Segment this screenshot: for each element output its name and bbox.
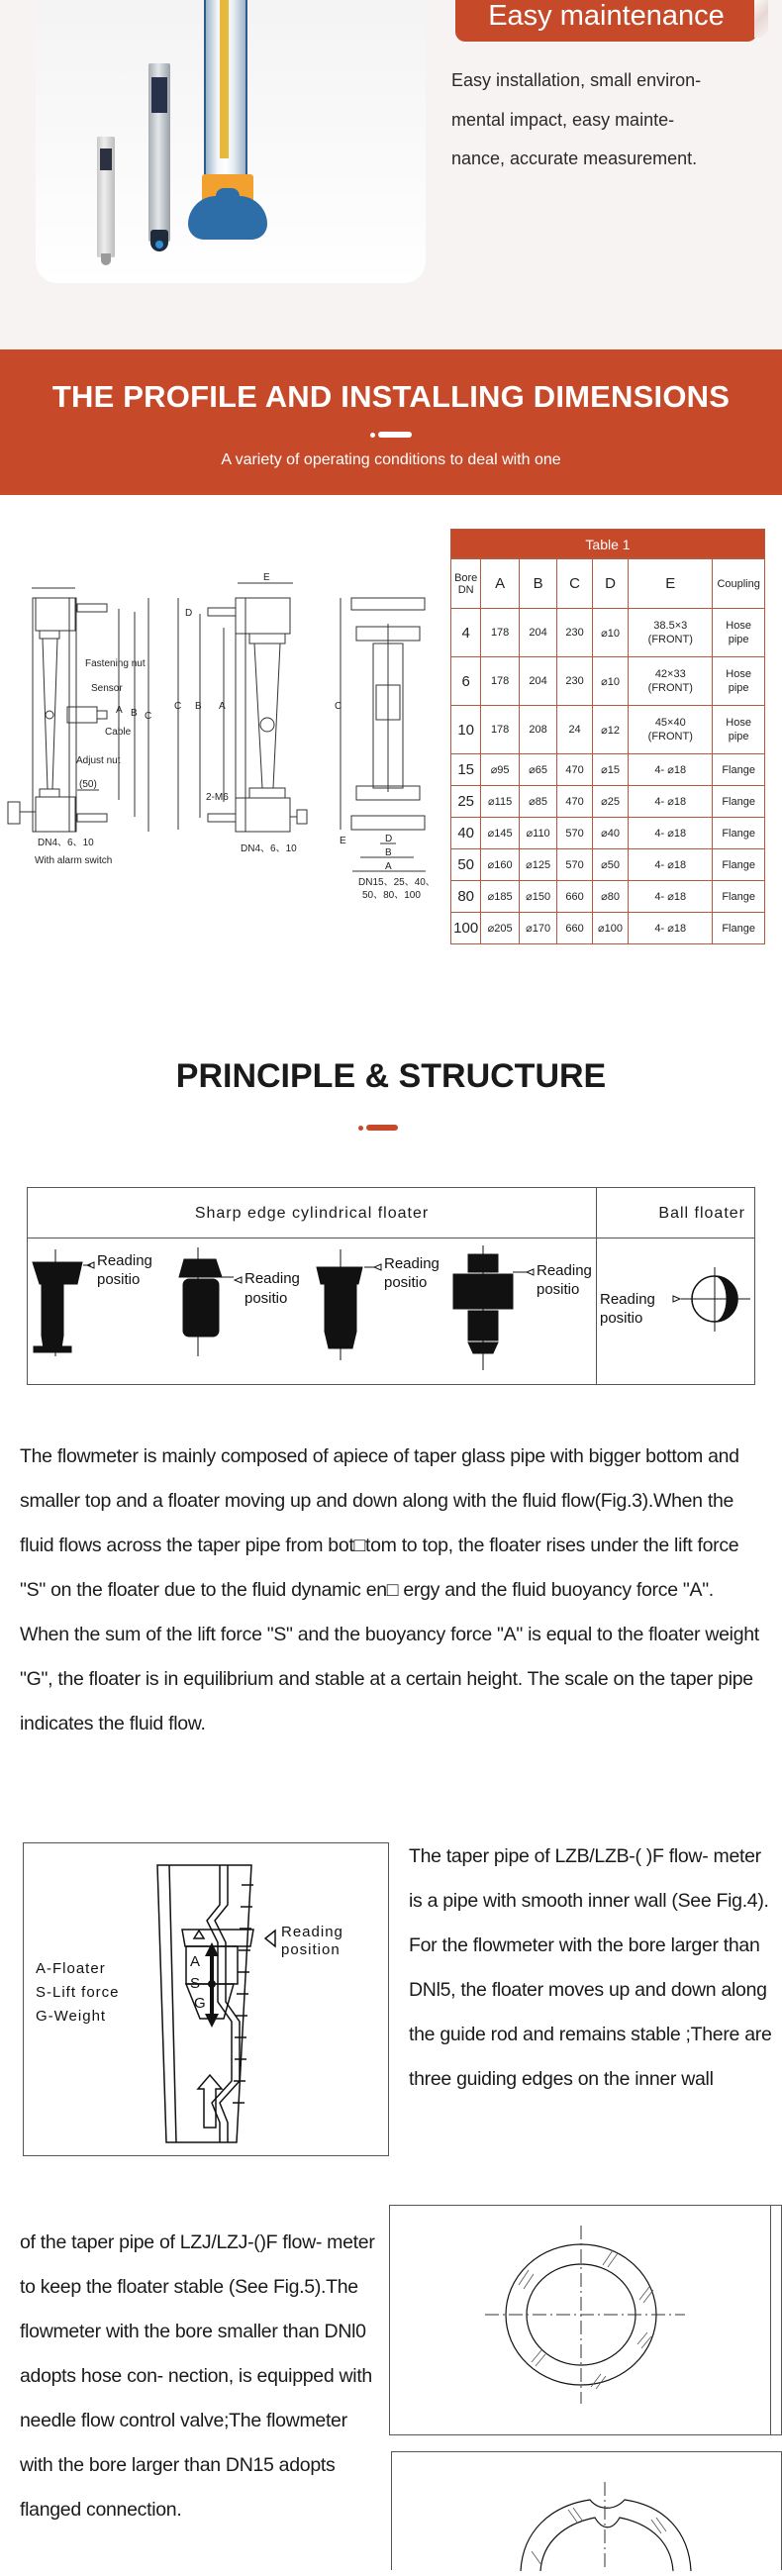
cell-bore-dn: 25 bbox=[451, 786, 481, 818]
svg-text:DN4、6、10: DN4、6、10 bbox=[38, 838, 94, 848]
header-c: C bbox=[557, 559, 592, 609]
mark-a: A bbox=[190, 1953, 202, 1970]
feature-description-line: mental impact, easy mainte- bbox=[451, 109, 675, 130]
large-flowmeter-image bbox=[204, 0, 247, 178]
cell-c: 230 bbox=[557, 609, 592, 657]
reading-label: Reading bbox=[600, 1291, 655, 1308]
cell-e: 4- ⌀18 bbox=[629, 754, 713, 786]
header-d: D bbox=[592, 559, 628, 609]
banner-subtitle: A variety of operating conditions to deal with one bbox=[221, 451, 561, 468]
reading-label: Reading bbox=[537, 1262, 592, 1279]
svg-text:With alarm switch: With alarm switch bbox=[35, 855, 113, 866]
cell-a: ⌀115 bbox=[481, 786, 519, 818]
cell-b: ⌀170 bbox=[519, 913, 556, 944]
svg-text:C: C bbox=[174, 701, 182, 712]
header-a: A bbox=[481, 559, 519, 609]
svg-text:C: C bbox=[145, 711, 152, 722]
cell-d: ⌀50 bbox=[592, 849, 628, 881]
reading-arrow-icon bbox=[374, 1264, 381, 1270]
table-row bbox=[451, 609, 765, 657]
reading-label: Reading bbox=[97, 1252, 152, 1269]
floater-1-icon bbox=[33, 1249, 91, 1356]
legend-lift-force: S-Lift force bbox=[36, 1984, 120, 2001]
figure-4-description: The taper pipe of LZB/LZB-( )F flow- meter is a pipe with smooth inner wall (See Fig.4). For the flowmeter with the bore larger than DNl5, the floater moves up and down along the guide rod and remains stable ;There are three guiding edges on the inner wall bbox=[409, 1845, 772, 2090]
cell-e: 4- ⌀18 bbox=[629, 913, 713, 944]
feature-description bbox=[451, 61, 768, 179]
reading-label: positio bbox=[244, 1290, 288, 1307]
cell-coupling: Hose pipe bbox=[713, 609, 765, 657]
svg-text:Sensor: Sensor bbox=[91, 683, 123, 694]
principle-paragraph-2: When the sum of the lift force "S" and the buoyancy force "A" is equal to the floater weight "G", the floater is in equilibrium and stable at a certain height. The scale on the taper pipe indicates the fluid flow. bbox=[20, 1624, 759, 1734]
header-b: B bbox=[519, 559, 556, 609]
floater-4-icon bbox=[453, 1245, 527, 1370]
cell-coupling: Hose pipe bbox=[713, 706, 765, 754]
reading-arrow-icon bbox=[527, 1269, 534, 1275]
svg-text:A: A bbox=[116, 705, 123, 716]
mark-g: G bbox=[194, 1995, 207, 2012]
dimension-drawings bbox=[0, 564, 445, 921]
reading-label: Reading bbox=[384, 1255, 440, 1272]
table-caption: Table 1 bbox=[450, 529, 765, 558]
table-row bbox=[451, 754, 765, 786]
cell-b: ⌀125 bbox=[519, 849, 556, 881]
cell-d: ⌀10 bbox=[592, 609, 628, 657]
feature-badge: Easy maintenance bbox=[455, 0, 757, 42]
table-row bbox=[451, 706, 765, 754]
cell-b: ⌀65 bbox=[519, 754, 556, 786]
cell-a: ⌀185 bbox=[481, 881, 519, 913]
cell-c: 470 bbox=[557, 786, 592, 818]
product-photo bbox=[36, 0, 426, 283]
cell-d: ⌀80 bbox=[592, 881, 628, 913]
dimensions-banner bbox=[0, 349, 782, 495]
svg-text:E: E bbox=[263, 572, 270, 583]
reading-position-label: position bbox=[281, 1941, 341, 1958]
feature-description-line: nance, accurate measurement. bbox=[451, 149, 698, 168]
badge-fold-decoration bbox=[754, 0, 768, 38]
svg-text:DN15、25、40、: DN15、25、40、 bbox=[358, 877, 436, 888]
floater-3-icon bbox=[317, 1249, 374, 1360]
lift-arrow-icon bbox=[205, 1942, 219, 1956]
mark-s: S bbox=[190, 1975, 202, 1992]
cell-c: 660 bbox=[557, 913, 592, 944]
header-bore-dn: Bore DN bbox=[451, 559, 481, 609]
floater-diagrams bbox=[28, 1239, 756, 1385]
banner-divider bbox=[370, 432, 412, 440]
cell-d: ⌀100 bbox=[592, 913, 628, 944]
table-row bbox=[451, 786, 765, 818]
dimension-drawings-svg bbox=[0, 564, 445, 921]
cell-b: 208 bbox=[519, 706, 556, 754]
reading-arrow-icon bbox=[673, 1296, 680, 1302]
svg-text:(50): (50) bbox=[79, 779, 97, 790]
cell-d: ⌀15 bbox=[592, 754, 628, 786]
cell-a: ⌀160 bbox=[481, 849, 519, 881]
sharp-edge-header: Sharp edge cylindrical floater bbox=[194, 1205, 430, 1222]
dimensions-table bbox=[450, 529, 765, 944]
principle-divider bbox=[358, 1125, 418, 1133]
figure-4-taper-pipe bbox=[23, 1842, 389, 2156]
cell-b: 204 bbox=[519, 657, 556, 706]
principle-title: PRINCIPLE & STRUCTURE bbox=[175, 1057, 607, 1095]
figure-5-frame-edge bbox=[770, 2205, 771, 2435]
figure-5-description: of the taper pipe of LZJ/LZJ-()F flow- meter to keep the floater stable (See Fig.5).The flowmeter with the bore smaller than DNl0 adopts hose con- nection, is equipped with needle flow control valve;The flowmeter with the bore larger than DN15 adopts flanged connection. bbox=[20, 2231, 375, 2521]
cell-c: 660 bbox=[557, 881, 592, 913]
cell-d: ⌀10 bbox=[592, 657, 628, 706]
svg-text:A: A bbox=[219, 701, 226, 712]
cell-c: 470 bbox=[557, 754, 592, 786]
cell-bore-dn: 100 bbox=[451, 913, 481, 944]
cell-bore-dn: 80 bbox=[451, 881, 481, 913]
cell-bore-dn: 6 bbox=[451, 657, 481, 706]
svg-text:Adjust nut: Adjust nut bbox=[76, 755, 121, 766]
cell-a: 178 bbox=[481, 706, 519, 754]
cell-bore-dn: 4 bbox=[451, 609, 481, 657]
header-e: E bbox=[629, 559, 713, 609]
svg-text:B: B bbox=[131, 708, 138, 719]
svg-text:B: B bbox=[385, 847, 392, 858]
cell-a: ⌀95 bbox=[481, 754, 519, 786]
reading-position-label: Reading bbox=[281, 1924, 343, 1940]
cell-bore-dn: 15 bbox=[451, 754, 481, 786]
cell-e: 4- ⌀18 bbox=[629, 881, 713, 913]
reading-arrow-icon bbox=[235, 1277, 242, 1283]
figure-5-round-pipe-section bbox=[389, 2205, 782, 2435]
cell-b: ⌀150 bbox=[519, 881, 556, 913]
cell-e: 4- ⌀18 bbox=[629, 786, 713, 818]
round-pipe-section-svg bbox=[390, 2206, 781, 2434]
svg-text:D: D bbox=[185, 608, 193, 619]
cell-e: 42×33 (FRONT) bbox=[629, 657, 713, 706]
cell-coupling: Flange bbox=[713, 754, 765, 786]
cell-b: 204 bbox=[519, 609, 556, 657]
drawing-labels bbox=[35, 572, 436, 901]
cell-a: ⌀205 bbox=[481, 913, 519, 944]
principle-paragraph-1: The flowmeter is mainly composed of apiece of taper glass pipe with bigger bottom and smaller top and a floater moving up and down along with the fluid flow(Fig.3).When the fluid flows across the taper pipe from bot□tom to top, the floater rises under the lift force "S" on the floater due to the fluid dynamic en□ ergy and the fluid buoyancy force "A". bbox=[20, 1445, 739, 1601]
svg-text:Fastening nut: Fastening nut bbox=[85, 658, 146, 669]
ball-floater-header: Ball floater bbox=[658, 1205, 745, 1222]
banner-title: THE PROFILE AND INSTALLING DIMENSIONS bbox=[51, 379, 731, 414]
cell-c: 570 bbox=[557, 849, 592, 881]
cell-coupling: Hose pipe bbox=[713, 657, 765, 706]
cell-c: 230 bbox=[557, 657, 592, 706]
reading-position-arrow-icon bbox=[265, 1931, 275, 1946]
reading-label: positio bbox=[537, 1281, 580, 1298]
svg-text:B: B bbox=[195, 701, 202, 712]
principle-paragraph bbox=[20, 1435, 762, 1746]
table-row bbox=[451, 849, 765, 881]
drawing-flanged-view bbox=[341, 598, 426, 871]
cell-coupling: Flange bbox=[713, 849, 765, 881]
table-header-row bbox=[451, 559, 765, 609]
svg-text:A: A bbox=[385, 861, 392, 872]
cell-d: ⌀40 bbox=[592, 818, 628, 849]
cell-a: 178 bbox=[481, 609, 519, 657]
drawing-alarm-switch bbox=[8, 588, 148, 832]
cell-b: ⌀85 bbox=[519, 786, 556, 818]
svg-text:2-M6: 2-M6 bbox=[206, 792, 229, 803]
cell-a: ⌀145 bbox=[481, 818, 519, 849]
cell-coupling: Flange bbox=[713, 913, 765, 944]
svg-text:50、80、100: 50、80、100 bbox=[362, 890, 421, 901]
reading-label: positio bbox=[97, 1271, 141, 1288]
medium-flowmeter-image bbox=[148, 63, 170, 242]
svg-text:C: C bbox=[335, 701, 342, 712]
svg-text:DN4、6、10: DN4、6、10 bbox=[241, 843, 297, 854]
table-row bbox=[451, 818, 765, 849]
cell-e: 4- ⌀18 bbox=[629, 849, 713, 881]
header-coupling: Coupling bbox=[713, 559, 765, 609]
cell-e: 38.5×3 (FRONT) bbox=[629, 609, 713, 657]
cell-coupling: Flange bbox=[713, 881, 765, 913]
legend-floater: A-Floater bbox=[36, 1960, 106, 1977]
cell-d: ⌀25 bbox=[592, 786, 628, 818]
floater-types-table bbox=[27, 1187, 755, 1385]
table-row bbox=[451, 881, 765, 913]
cell-a: 178 bbox=[481, 657, 519, 706]
cell-c: 24 bbox=[557, 706, 592, 754]
feature-description-line: Easy installation, small environ- bbox=[451, 70, 702, 90]
figure-4-svg bbox=[24, 1843, 388, 2155]
legend-weight: G-Weight bbox=[36, 2008, 107, 2025]
cell-e: 45×40 (FRONT) bbox=[629, 706, 713, 754]
cell-bore-dn: 10 bbox=[451, 706, 481, 754]
reading-label: positio bbox=[384, 1274, 428, 1291]
small-flowmeter-image bbox=[97, 137, 115, 257]
cell-e: 4- ⌀18 bbox=[629, 818, 713, 849]
cell-c: 570 bbox=[557, 818, 592, 849]
ball-floater-icon bbox=[681, 1267, 750, 1332]
cell-coupling: Flange bbox=[713, 786, 765, 818]
cell-d: ⌀12 bbox=[592, 706, 628, 754]
weight-arrow-icon bbox=[205, 2014, 219, 2028]
reading-label: positio bbox=[600, 1310, 643, 1327]
cell-bore-dn: 40 bbox=[451, 818, 481, 849]
floater-2-icon bbox=[179, 1247, 234, 1356]
cell-bore-dn: 50 bbox=[451, 849, 481, 881]
table-row bbox=[451, 657, 765, 706]
svg-text:E: E bbox=[340, 836, 346, 846]
table-row bbox=[451, 913, 765, 944]
feature-section bbox=[0, 0, 782, 349]
svg-text:D: D bbox=[385, 834, 393, 844]
svg-text:Cable: Cable bbox=[105, 727, 132, 738]
guided-pipe-section-svg bbox=[392, 2452, 781, 2571]
cell-coupling: Flange bbox=[713, 818, 765, 849]
reading-label: Reading bbox=[244, 1270, 300, 1287]
figure-5-guided-pipe-section bbox=[391, 2451, 782, 2570]
cell-b: ⌀110 bbox=[519, 818, 556, 849]
